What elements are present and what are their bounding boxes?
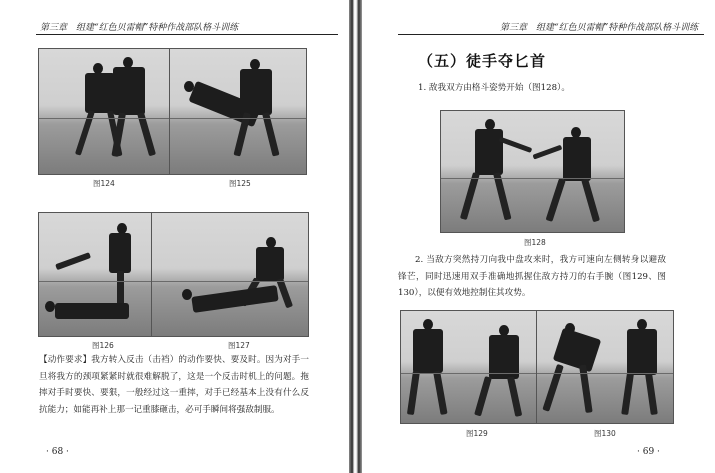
- left-header-rule: [36, 34, 338, 35]
- section-title: （五）徒手夺匕首: [418, 52, 547, 70]
- step1-paragraph: 1. 敌我双方由格斗姿势开始（图128）。: [418, 83, 570, 93]
- left-page: [0, 0, 349, 473]
- photo-fig-130: [536, 310, 674, 424]
- step2-paragraph: 2. 当敌方突然持刀向我中盘攻来时，我方可速向左侧转身以避敌锋芒，同时迅速用双手准确地抓握住敌方持刀的右手腕（图129、图130），以便有效地控制住其攻势。: [398, 255, 666, 298]
- caption-fig-128: 图128: [524, 238, 546, 247]
- right-page: [362, 0, 715, 473]
- caption-fig-130: 图130: [594, 429, 616, 438]
- photo-fig-129: [400, 310, 538, 424]
- photo-fig-124: [38, 48, 171, 175]
- right-running-header: 第三章 组建“红色贝雷帽”特种作战部队格斗训练: [500, 23, 699, 33]
- caption-fig-126: 图126: [92, 341, 114, 350]
- right-header-rule: [398, 34, 704, 35]
- photo-fig-128: [440, 110, 625, 233]
- page-number: · 69 ·: [637, 447, 660, 457]
- caption-fig-124: 图124: [93, 179, 115, 188]
- caption-fig-127: 图127: [228, 341, 250, 350]
- photo-fig-125: [169, 48, 307, 175]
- book-spine: [349, 0, 362, 473]
- caption-fig-129: 图129: [466, 429, 488, 438]
- body-paragraph: 【动作要求】我方转入反击（击裆）的动作要快、要及时。因为对手一旦将我方的颈项紧紧时就很难解脱了，这是一个反击时机上的问题。拖摔对手时要快、要狠，一般经过这一重摔，对手已经基本上没有什么反抗能力；如能再补上那一记重膝砸击，必可手瞬间将强敌制服。: [39, 355, 309, 415]
- caption-fig-125: 图125: [229, 179, 251, 188]
- photo-fig-126: [38, 212, 153, 337]
- left-running-header: 第三章 组建“红色贝雷帽”特种作战部队格斗训练: [40, 23, 239, 33]
- photo-fig-127: [151, 212, 309, 337]
- page-number: · 68 ·: [46, 447, 69, 457]
